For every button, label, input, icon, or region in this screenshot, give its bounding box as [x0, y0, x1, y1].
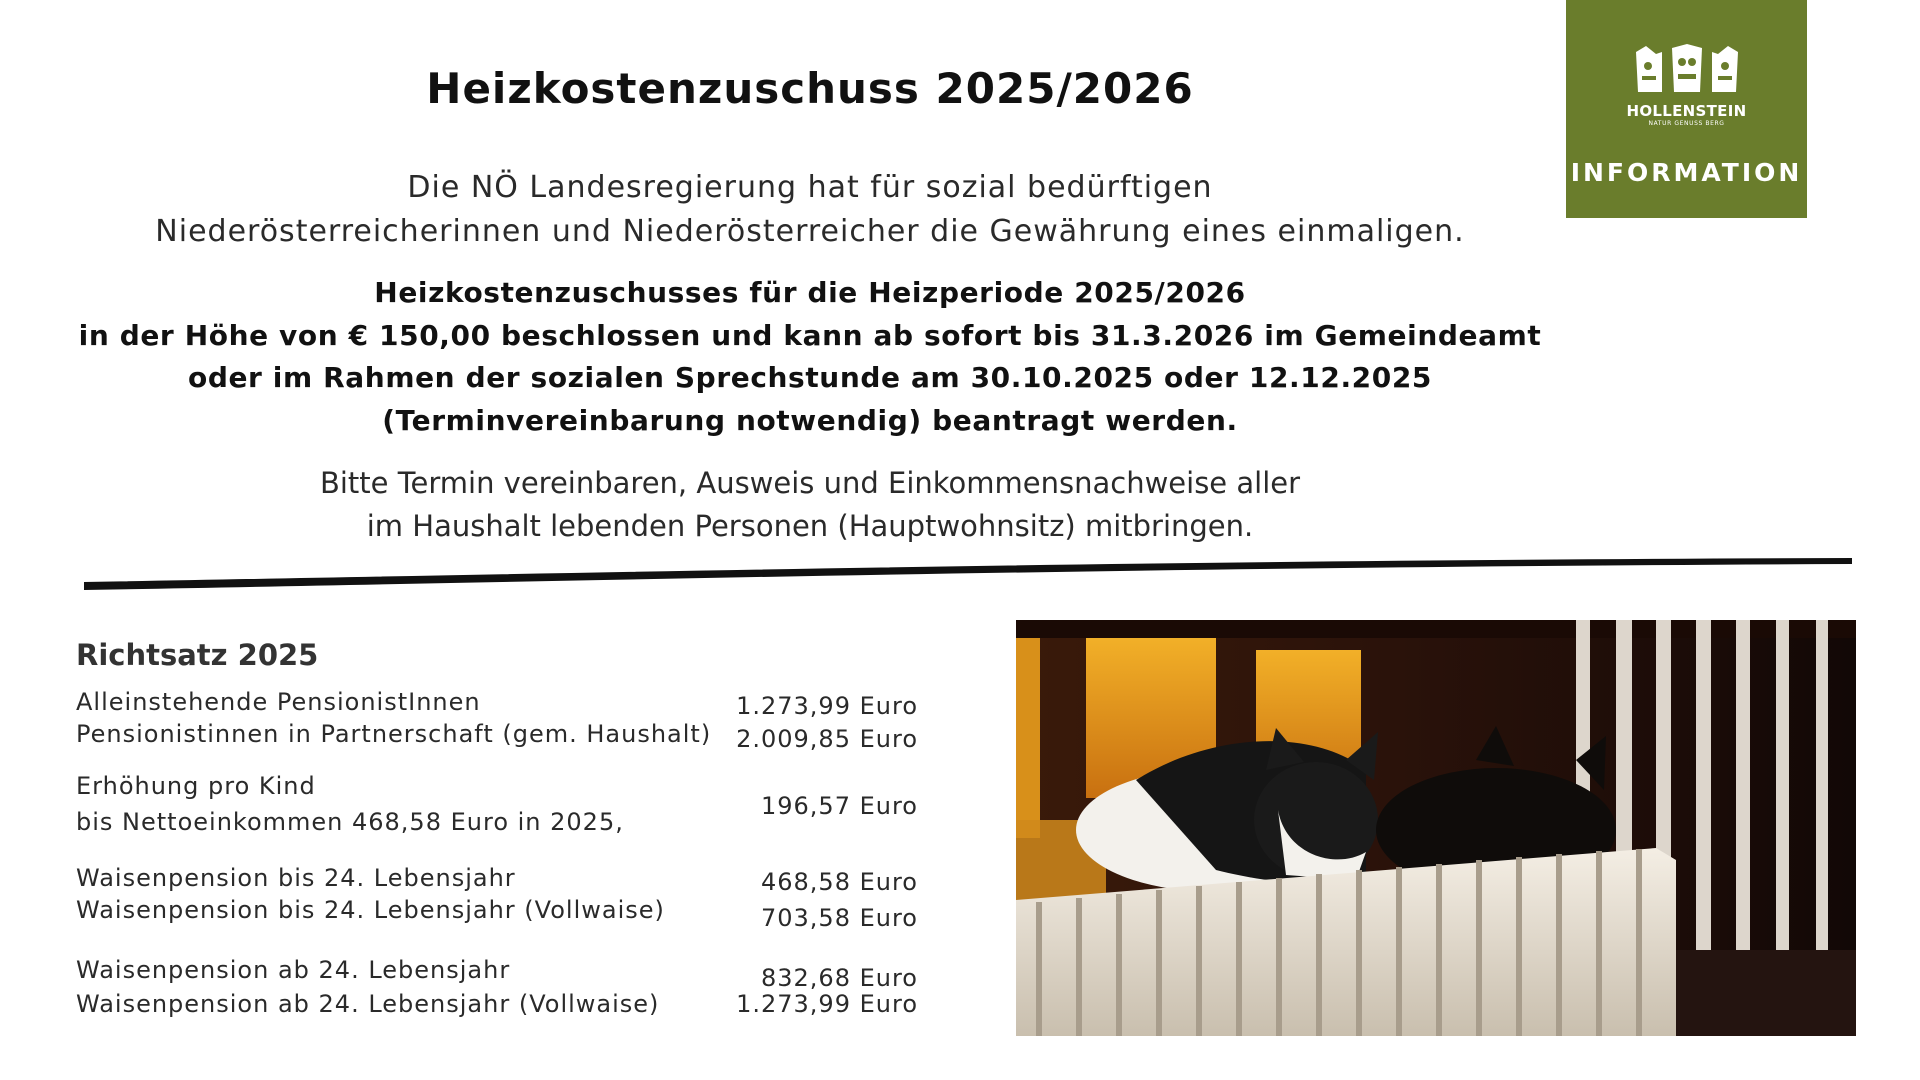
emblem-icon — [1632, 44, 1742, 96]
note-line-1: Bitte Termin vereinbaren, Ausweis und Einkommensnachweise aller — [319, 466, 1301, 500]
highlight-line-3: oder im Rahmen der sozialen Sprechstunde am 30.10.2025 oder 12.12.2025 — [187, 361, 1433, 394]
rate-value: 196,57 Euro — [760, 792, 918, 820]
highlight-line-2: in der Höhe von € 150,00 beschlossen und kann ab sofort bis 31.3.2026 im Gemeindeamt — [78, 318, 1542, 352]
hollenstein-logo — [1566, 0, 1807, 218]
rate-value: 1.273,99 Euro — [736, 692, 918, 720]
logo-name: HOLLENSTEIN — [1626, 102, 1747, 120]
rate-value: 468,58 Euro — [760, 868, 918, 896]
cats-on-radiator-photo — [1016, 620, 1856, 1036]
rate-value: 703,58 Euro — [760, 904, 918, 932]
intro-line-2: Niederösterreicherinnen und Niederösterreicher die Gewährung eines einmaligen. — [155, 214, 1465, 249]
rate-value: 1.273,99 Euro — [736, 990, 918, 1018]
page-title: Heizkostenzuschuss 2025/2026 — [426, 64, 1194, 113]
logo-information-label: INFORMATION — [1570, 158, 1803, 187]
rate-value: 2.009,85 Euro — [736, 725, 918, 753]
intro-line-1: Die NÖ Landesregierung hat für sozial bedürftigen — [407, 170, 1213, 205]
rates-title: Richtsatz 2025 — [76, 638, 319, 672]
highlight-line-1: Heizkostenzuschusses für die Heizperiode 2025/2026 — [374, 276, 1246, 309]
rate-label: Waisenpension ab 24. Lebensjahr — [76, 956, 511, 984]
rate-label: Waisenpension ab 24. Lebensjahr (Vollwaise) — [76, 990, 660, 1018]
rate-label: Alleinstehende PensionistInnen — [76, 688, 481, 716]
rate-label: Waisenpension bis 24. Lebensjahr (Vollwaise) — [76, 896, 665, 924]
logo-tagline: NATUR GENUSS BERG — [1648, 120, 1725, 127]
rate-label: Pensionistinnen in Partnerschaft (gem. Haushalt) — [76, 720, 712, 748]
rate-value: 832,68 Euro — [760, 964, 918, 992]
note-line-2: im Haushalt lebenden Personen (Hauptwohnsitz) mitbringen. — [366, 509, 1254, 543]
rate-label: Erhöhung pro Kind — [76, 772, 316, 800]
rate-label: Waisenpension bis 24. Lebensjahr — [76, 864, 516, 892]
rate-label-sub: bis Nettoeinkommen 468,58 Euro in 2025, — [76, 808, 624, 836]
highlight-line-4: (Terminvereinbarung notwendig) beantragt werden. — [382, 403, 1238, 437]
